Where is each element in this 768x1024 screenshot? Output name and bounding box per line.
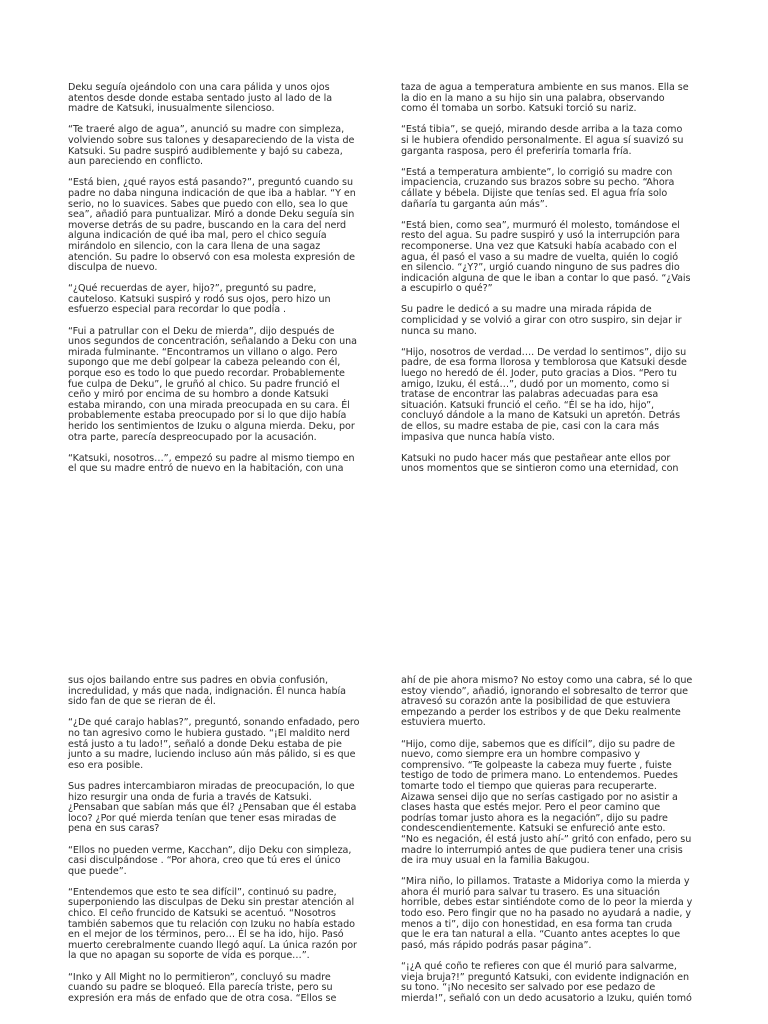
top-right-column [401,83,697,475]
paragraph: “¿Qué recuerdas de ayer, hijo?”, preguntó su padre, cauteloso. Katsuki suspiró y rodó sus ojos, pero hizo un esfuerzo especial para recordar lo que podía . [68,283,331,316]
paragraph: Su padre le dedicó a su madre una mirada rápida de complicidad y se volvió a girar con otro suspiro, sin dejar ir nunca su mano. [401,304,682,337]
paragraph: “Mira niño, lo pillamos. Trataste a Midoriya como la mierda y ahora él murió para salvar tu trasero. Es una situación horrible, debes estar sintiéndote como de lo peor la mierda y todo eso. Pero fingir que no ha pasado no ayudará a nadie, y menos a ti”, dijo con honestidad, en esa forma tan cruda que le era tan natural a ella. “Cuanto antes aceptes lo que pasó, más rápido podrás pasar página”. [401,876,693,951]
paragraph: Sus padres intercambiaron miradas de preocupación, lo que hizo resurgir una onda de furia a través de Katsuki. ¿Pensaban que sabían más que él? ¿Pensaban que él estaba loco? ¿Por qué mierda tenían que tener esas miradas de pena en sus caras? [68,780,357,835]
paragraph: “Hijo, nosotros de verdad…. De verdad lo sentimos”, dijo su padre, de esa forma llorosa y temblorosa que Katsuki desde luego no heredó de él. Joder, puto gracias a Dios. “Pero tu amigo, Izuku, él está…”, dudó por un momento, como si tratase de encontrar las palabras adecuadas para esa situación. Katsuki frunció el ceño. “Él se ha ido, hijo”, concluyó dándole a la mano de Katsuki un apretón. Detrás de ellos, su madre estaba de pie, casi con la cara más impasiva que nunca había visto. [401,346,687,443]
paragraph: “Te traeré algo de agua”, anunció su madre con simpleza, volviendo sobre sus talones y desapareciendo de la vista de Katsuki. Su padre suspiró audiblemente y bajó su cabeza, aun pareciendo en conflicto. [68,124,355,168]
paragraph: “Hijo, como dije, sabemos que es difícil”, dijo su padre de nuevo, como siempre era un hombre compasivo y comprensivo. “Te golpeaste la cabeza muy fuerte , fuiste testigo de todo de primera mano. Lo entendemos. Puedes tomarte todo el tiempo que quieras para recuperarte. Aizawa sensei dijo que no serías castigado por no asistir a clases hasta que estés mejor. Pero el peor camino que podrías tomar justo ahora es la negación”, dijo su padre condescendientemente. Katsuki se enfureció ante esto. “No es negación, él está justo ahí-” gritó con enfado, pero su madre lo interrumpió antes de que pudiera tener una crisis de ira muy usual en la familia Bakugou. [401,738,692,867]
paragraph: “Inko y All Might no lo permitieron”, concluyó su madre cuando su padre se bloqueó. Ella parecía triste, pero su expresión era más de enfado que de otra cosa. “Ellos se [68,971,337,1004]
bottom-right-column [401,676,697,1004]
paragraph: “Entendemos que esto te sea difícil”, continuó su padre, superponiendo las disculpas de Deku sin prestar atención al chico. El ceño fruncido de Katsuki se acentuó. “Nosotros también sabemos que tu relación con Izuku no había estado en el mejor de los términos, pero… Él se ha ido, hijo. Pasó muerto cerebralmente cuando llegó aquí. La única razón por la que no apagan su soporte de vida es porque…”. [68,886,357,962]
paragraph: “Está bien, ¿qué rayos está pasando?”, preguntó cuando su padre no daba ninguna indicación de que iba a hablar. “Y en serio, no lo suavices. Sabes que puedo con ello, sea lo que sea”, añadió para puntualizar. Miró a donde Deku seguía sin moverse detrás de su padre, buscando en la cara del nerd alguna indicación de qué iba mal, pero el chico seguía mirándolo en silencio, con la cara llena de una sagaz atención. Su padre lo observó con esa molesta expresión de disculpa de nuevo. [68,177,356,274]
paragraph: “Katsuki, nosotros…”, empezó su padre al mismo tiempo en el que su madre entró de nuevo en la habitación, con una [68,452,355,475]
paragraph: “Fui a patrullar con el Deku de mierda”, dijo después de unos segundos de concentración, señalando a Deku con una mirada fulminante. “Encontramos un villano o algo. Pero supongo que me debí golpear la cabeza peleando con él, porque eso es todo lo que puedo recordar. Probablemente fue culpa de Deku”, le gruñó al chico. Su padre frunció el ceño y miró por encima de su hombro a donde Katsuki estaba mirando, con una mirada preocupada en su cara. Él probablemente estaba preocupado por si lo que dijo había herido los sentimientos de Izuku o alguna mierda. Deku, por otra parte, parecía despreocupado por la acusación. [68,325,357,443]
paragraph: Deku seguía ojeándolo con una cara pálida y unos ojos atentos desde donde estaba sentado justo al lado de la madre de Katsuki, inusualmente silencioso. [68,82,333,115]
paragraph: “Está tibia”, se quejó, mirando desde arriba a la taza como si le hubiera ofendido personalmente. El agua sí suavizó su garganta rasposa, pero él preferiría tomarla fría. [401,124,684,157]
paragraph: “Ellos no pueden verme, Kacchan”, dijo Deku con simpleza, casi disculpándose . “Por ahora, creo que tú eres el único que puede”. [68,844,352,877]
paragraph: “Está bien, como sea”, murmuró él molesto, tomándose el resto del agua. Su padre suspiró y usó la interrupción para recomponerse. Una vez que Katsuki había acabado con el agua, él pasó el vaso a su madre de vuelta, quién lo cogió en silencio. “¿Y?”, urgió cuando ninguno de sus padres dio indicación alguna de que le iban a contar lo que pasó. “¿Vais a escupirlo o qué?” [401,219,691,295]
paragraph: Katsuki no pudo hacer más que pestañear ante ellos por unos momentos que se sintieron como una eternidad, con [401,452,679,475]
paragraph: “¿De qué carajo hablas?”, preguntó, sonando enfadado, pero no tan agresivo como le hubiera gustado. “¡El maldito nerd está justo a tu lado!”, señaló a donde Deku estaba de pie junto a su madre, luciendo incluso aún más pálido, si es que eso era posible. [68,717,360,771]
paragraph: sus ojos bailando entre sus padres en obvia confusión, incredulidad, y más que nada, indignación. Él nunca había sido fan de que se rieran de él. [68,675,346,708]
bottom-left-column [68,676,364,1004]
paragraph: “¡¿A qué coño te refieres con que él murió para salvarme, vieja bruja?!” preguntó Katsuki, con evidente indignación en su tono. “¡No necesito ser salvado por ese pedazo de mierda!”, señaló con un dedo acusatorio a Izuku, quién tomó [401,961,692,1004]
top-left-column [68,83,364,475]
paragraph: taza de agua a temperatura ambiente en sus manos. Ella se la dio en la mano a su hijo sin una palabra, observando como él tomaba un sorbo. Katsuki torció su nariz. [401,82,689,115]
paragraph: ahí de pie ahora mismo? No estoy como una cabra, sé lo que estoy viendo”, añadió, ignorando el sobresalto de terror que atravesó su corazón ante la posibilidad de que estuviera empezando a perder los estribos y de que Deku realmente estuviera muerto. [401,675,693,729]
paragraph: “Está a temperatura ambiente”, lo corrigió su madre con impaciencia, cruzando sus brazos sobre su pecho. “Ahora cállate y bébela. Dijiste que tenías sed. El agua fría solo dañaría tu garganta aún más”. [401,166,675,210]
bottom-page [0,666,768,1024]
